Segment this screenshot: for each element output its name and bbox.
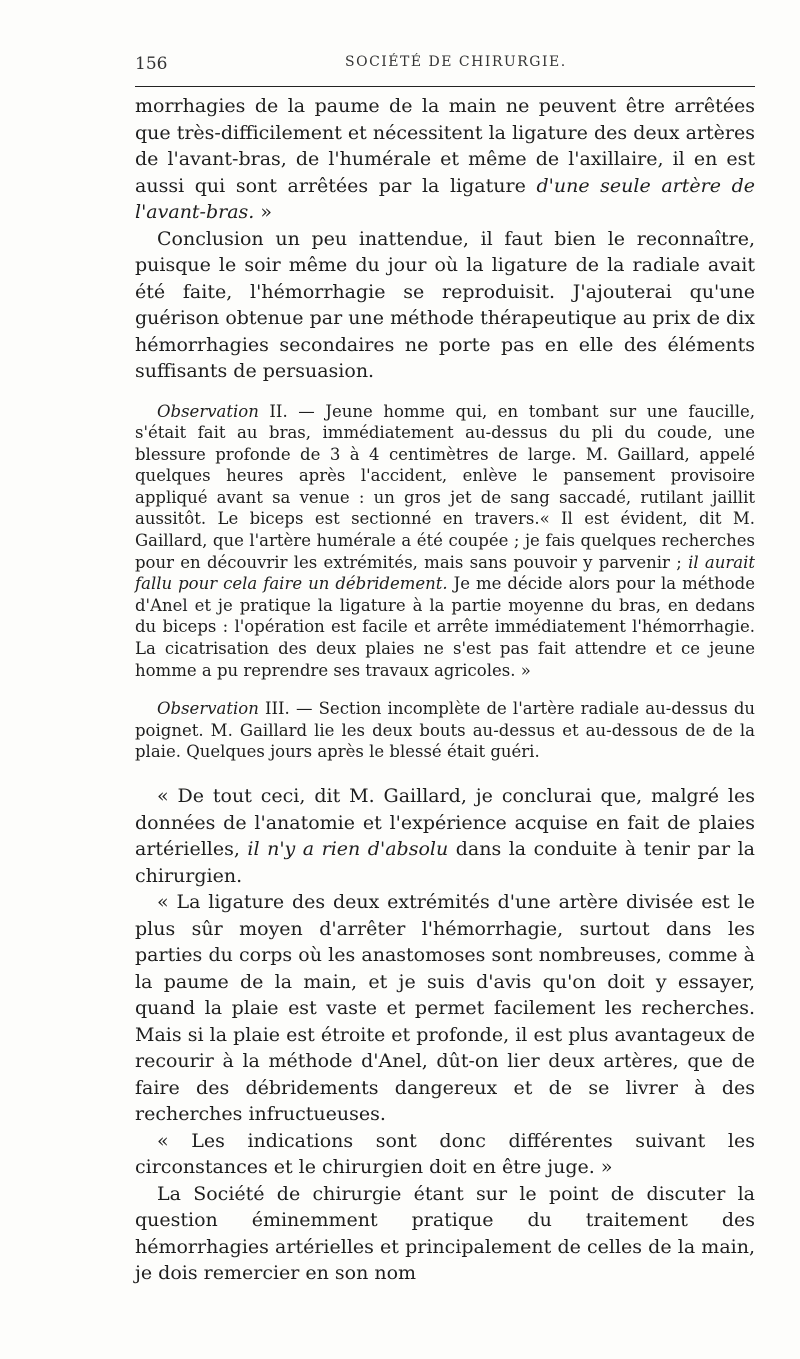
closing-paragraph: La Société de chirurgie étant sur le point de discuter la question éminemment pratique du traitement des hémorrhagies artérielles et principalement de celles de la main, je dois remercier en son nom (135, 1182, 755, 1284)
observation-3: Observation III. — Section incomplète de l'artère radiale au-dessus du poignet. M. Gaillard lie les deux bouts au-dessus et au-dessous de de la plaie. Quelques jours après le blessé était guéri. (135, 699, 756, 762)
quote-paragraph-1: « De tout ceci, dit M. Gaillard, je conclurai que, malgré les données de l'anatomie et l'expérience acquise en fait de plaies artérielles, il n'y a rien d'absolu dans la conduite à tenir par la chirurgien. (135, 785, 755, 887)
observation-2-label: Observation (157, 401, 259, 421)
header-rule (135, 86, 755, 87)
paragraph-continuation: morrhagies de la paume de la main ne peuvent être arrêtées que très-difficilement et nécessitent la ligature des deux artères de l'avant-bras, de l'humérale et même de l'axillaire, il en est aussi qui sont arrêtées par la ligature d'une seule artère de l'avant-bras. » (135, 95, 755, 223)
book-page (135, 54, 755, 1287)
paragraph-conclusion-remark: Conclusion un peu inattendue, il faut bien le reconnaître, puisque le soir même du jour où la ligature de la radiale avait été faite, l'hémorrhagie se reproduisit. J'ajouterai qu'une guérison obtenue par une méthode thérapeutique au prix de dix hémorrhagies secondaires ne porte pas en elle des éléments suffisants de persuasion. (135, 227, 755, 382)
quote-paragraph-2: « La ligature des deux extrémités d'une artère divisée est le plus sûr moyen d'arrêter l'hémorrhagie, surtout dans les parties du corps où les anastomoses sont nombreuses, comme à la paume de la main, et je suis d'avis qu'on doit y essayer, quand la plaie est vaste et permet facilement les recherches. Mais si la plaie est étroite et profonde, il est plus avantageux de recourir à la méthode d'Anel, dût-on lier deux artères, que de faire des débridements dangereux et de se livrer à des recherches infructueuses. (135, 891, 755, 1125)
quote-paragraph-3: « Les indications sont donc différentes suivant les circonstances et le chirurgien doit en être juge. » (135, 1129, 755, 1178)
observation-2: Observation II. — Jeune homme qui, en tombant sur une faucille, s'était fait au bras, immédiatement au-dessus du pli du coude, une blessure profonde de 3 à 4 centimètres de large. M. Gaillard, appelé quelques heures après l'accident, enlève le pansement provisoire appliqué avant sa venue : un gros jet de sang saccadé, rutilant jaillit aussitôt. Le biceps est sectionné en travers.« Il est évident, dit M. Gaillard, que l'artère humérale a été coupée ; je fais quelques recherches pour en découvrir les extrémités, mais sans pouvoir y parvenir ; il aurait fallu pour cela faire un débridement. Je me décide alors pour la méthode d'Anel et je pratique la ligature à la partie moyenne du bras, en dedans du biceps : l'opération est facile et arrête immédiatement l'hémorrhagie. La cicatrisation des deux plaies ne s'est pas fait attendre et ce jeune homme a pu reprendre ses travaux agricoles. » (135, 401, 755, 680)
page-header (135, 54, 755, 74)
running-head: SOCIÉTÉ DE CHIRURGIE. (345, 54, 567, 70)
observation-3-label: Observation (157, 699, 259, 719)
page-number: 156 (135, 54, 168, 74)
